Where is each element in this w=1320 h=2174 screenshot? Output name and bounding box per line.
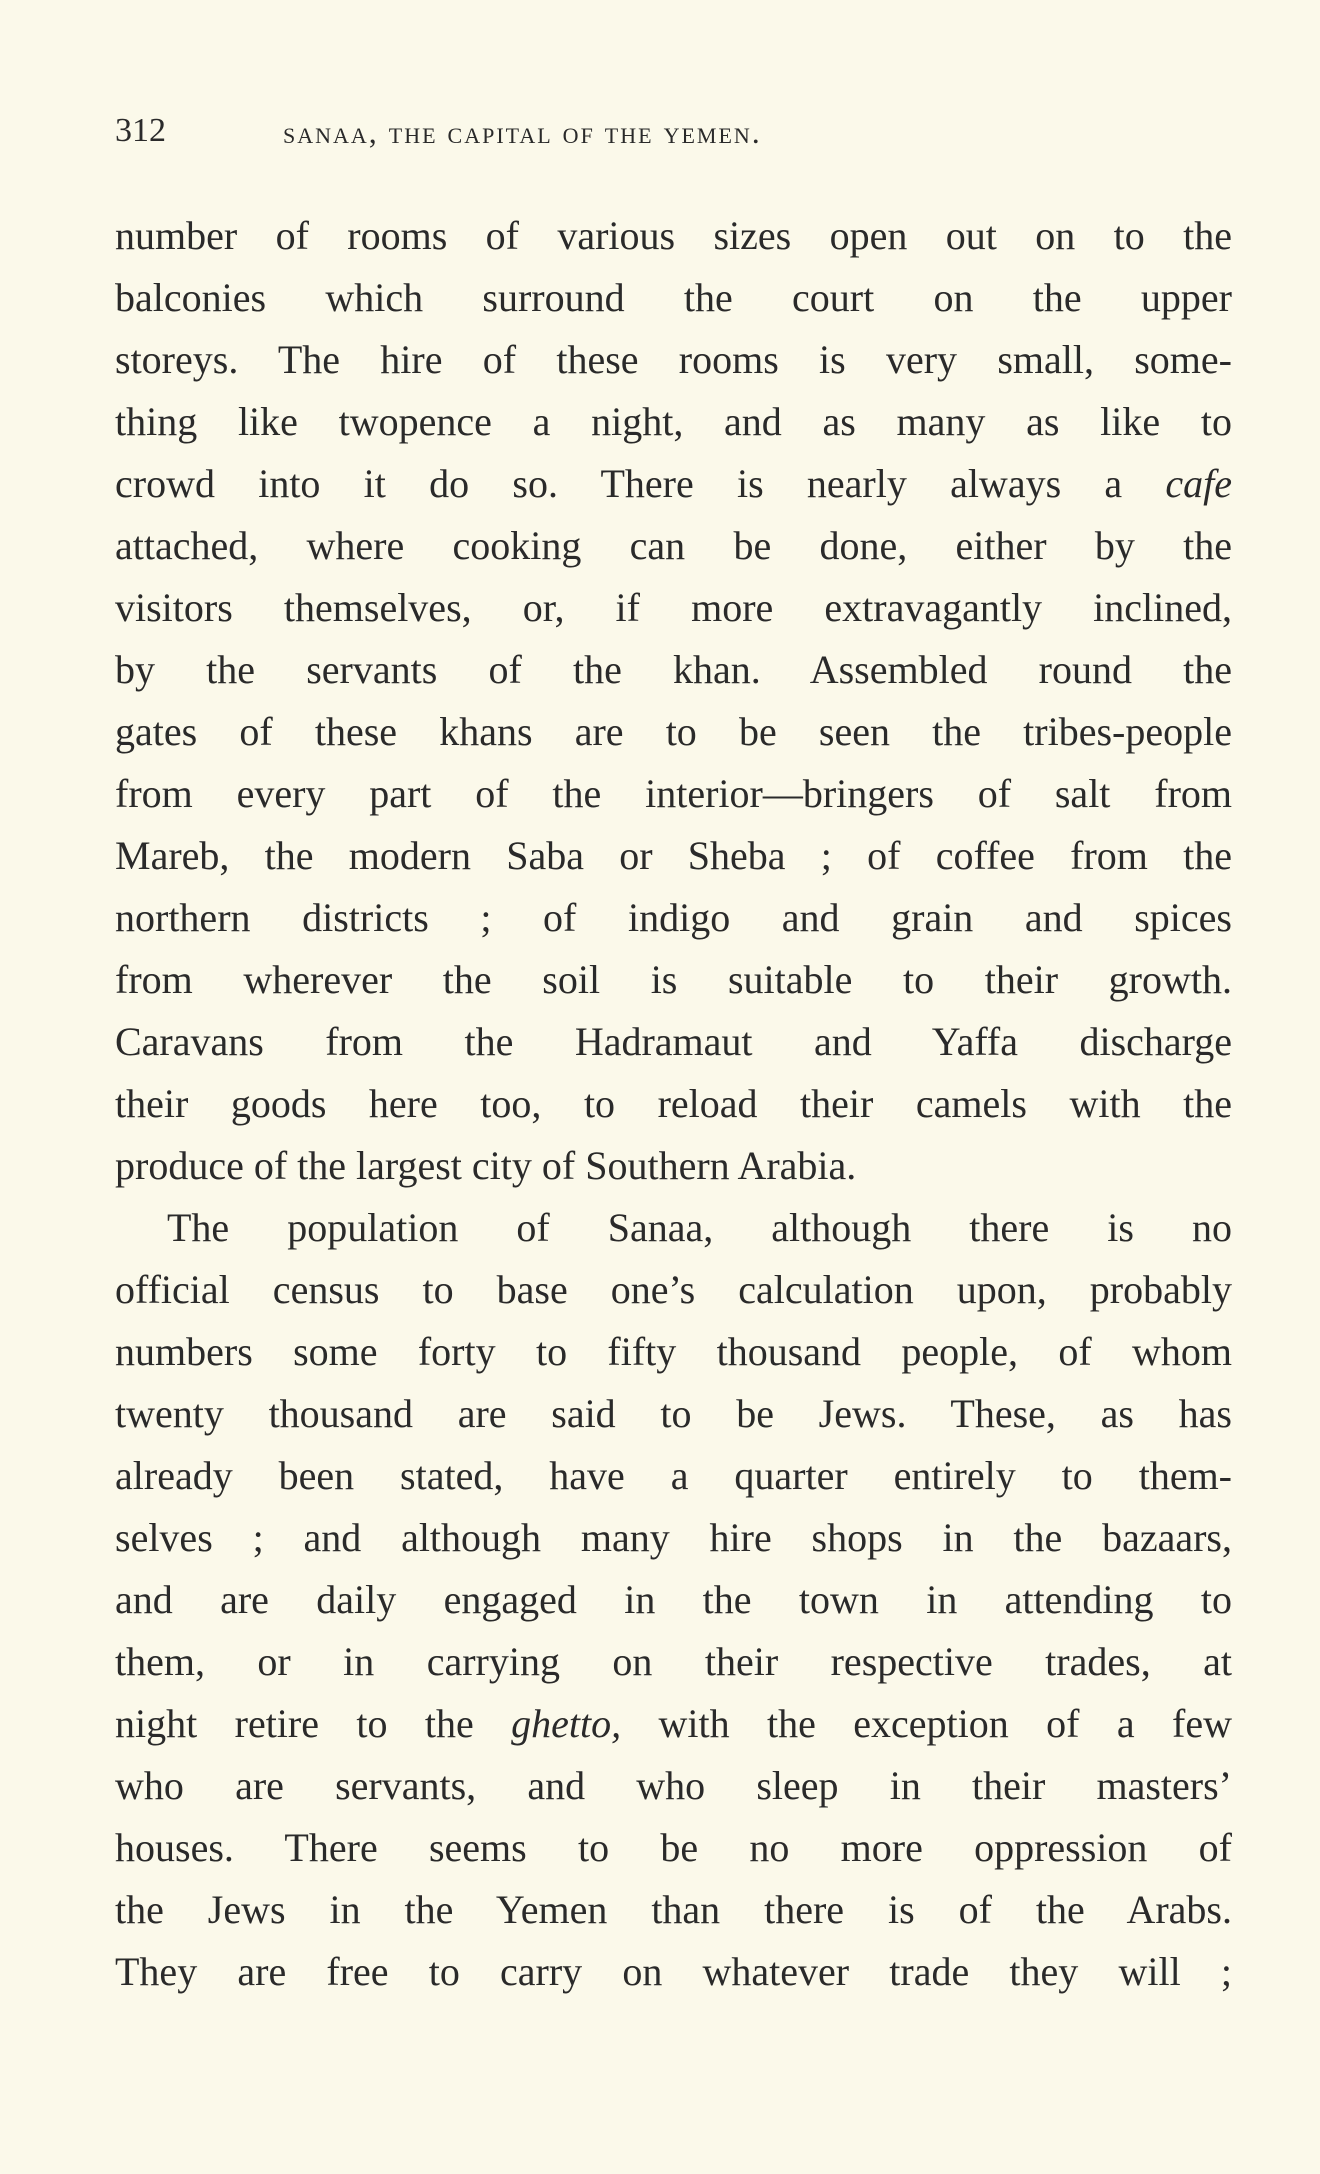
line-text: balconies which surround the court on the upper <box>115 275 1232 320</box>
line-text: Caravans from the Hadramaut and Yaffa discharge <box>115 1019 1232 1064</box>
page-number: 312 <box>115 112 166 149</box>
line-text: The population of Sanaa, although there is no <box>167 1205 1232 1250</box>
line-text: They are free to carry on whatever trade they will ; <box>115 1949 1232 1994</box>
text-line <box>115 887 1232 949</box>
line-text: Mareb, the modern Saba or Sheba ; of coffee from the <box>115 833 1232 878</box>
line-text: by the servants of the khan. Assembled round the <box>115 647 1232 692</box>
text-line <box>115 1259 1232 1321</box>
line-text: thing like twopence a night, and as many as like to <box>115 399 1232 444</box>
line-text: visitors themselves, or, if more extravagantly inclined, <box>115 585 1232 630</box>
line-text: houses. There seems to be no more oppression of <box>115 1825 1232 1870</box>
line-text: the Jews in the Yemen than there is of the Arabs. <box>115 1887 1232 1932</box>
text-line <box>115 391 1232 453</box>
text-line <box>115 515 1232 577</box>
text-line <box>115 639 1232 701</box>
text-line <box>115 1383 1232 1445</box>
text-line <box>115 577 1232 639</box>
line-text: numbers some forty to fifty thousand people, of whom <box>115 1329 1232 1374</box>
italic-word: cafe <box>1165 461 1232 506</box>
text-line <box>115 1073 1232 1135</box>
running-title: sanaa, the capital of the yemen. <box>283 114 762 150</box>
line-text: northern districts ; of indigo and grain and spices <box>115 895 1232 940</box>
line-text: official census to base one’s calculation upon, probably <box>115 1267 1232 1312</box>
line-text: number of rooms of various sizes open out on to the <box>115 213 1232 258</box>
line-text: produce of the largest city of Southern Arabia. <box>115 1143 857 1188</box>
text-line <box>115 1817 1232 1879</box>
text-line <box>115 949 1232 1011</box>
text-line <box>115 1879 1232 1941</box>
line-text: selves ; and although many hire shops in the bazaars, <box>115 1515 1232 1560</box>
text-line <box>115 1941 1232 2003</box>
line-text: their goods here too, to reload their camels with the <box>115 1081 1232 1126</box>
text-line <box>115 1569 1232 1631</box>
text-line <box>115 1197 1232 1259</box>
line-text: gates of these khans are to be seen the tribes-people <box>115 709 1232 754</box>
line-text: from every part of the interior—bringers of salt from <box>115 771 1232 816</box>
line-text: already been stated, have a quarter entirely to them- <box>115 1453 1232 1498</box>
line-text: who are servants, and who sleep in their masters’ <box>115 1763 1232 1808</box>
text-line <box>115 1011 1232 1073</box>
body-text <box>115 205 1232 2003</box>
line-text: from wherever the soil is suitable to their growth. <box>115 957 1232 1002</box>
text-line <box>115 205 1232 267</box>
text-line <box>115 1135 1232 1197</box>
line-text: them, or in carrying on their respective trades, at <box>115 1639 1232 1684</box>
text-line <box>115 453 1232 515</box>
line-text: twenty thousand are said to be Jews. These, as has <box>115 1391 1232 1436</box>
line-text: storeys. The hire of these rooms is very small, some- <box>115 337 1232 382</box>
text-line <box>115 1693 1232 1755</box>
text-line <box>115 1445 1232 1507</box>
line-text: crowd into it do so. There is nearly always a <box>115 461 1166 506</box>
text-line <box>115 701 1232 763</box>
text-line <box>115 763 1232 825</box>
text-line <box>115 1755 1232 1817</box>
italic-word: ghetto, <box>511 1701 622 1746</box>
text-line <box>115 1507 1232 1569</box>
line-text: with the exception of a few <box>621 1701 1232 1746</box>
line-text: night retire to the <box>115 1701 512 1746</box>
line-text: and are daily engaged in the town in attending to <box>115 1577 1232 1622</box>
text-line <box>115 1321 1232 1383</box>
text-line <box>115 1631 1232 1693</box>
text-line <box>115 329 1232 391</box>
line-text: attached, where cooking can be done, either by the <box>115 523 1232 568</box>
text-line <box>115 267 1232 329</box>
text-line <box>115 825 1232 887</box>
running-header <box>115 112 1232 162</box>
